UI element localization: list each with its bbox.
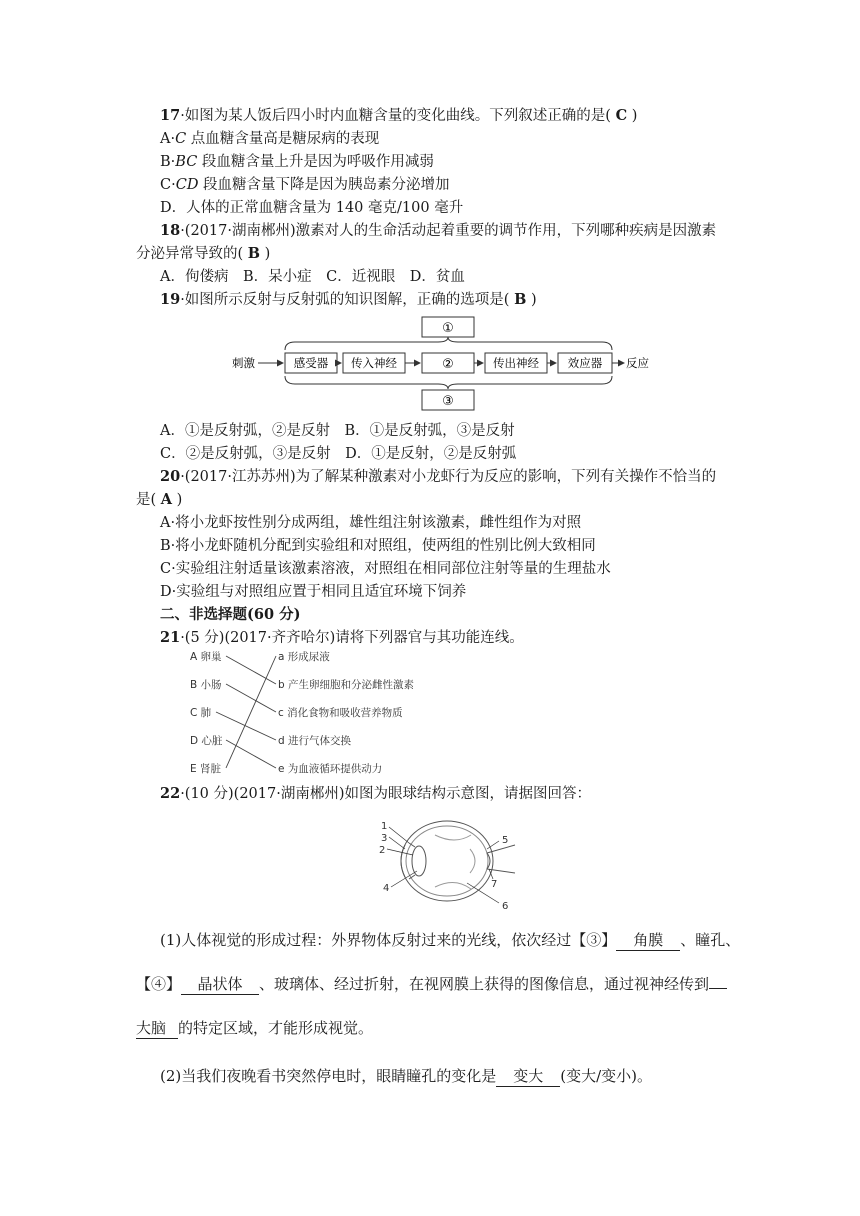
q19-answer: B [514, 291, 527, 308]
receptor-label: 感受器 [293, 356, 329, 370]
q18-options: A．佝偻病 B．呆小症 C．近视眼 D．贫血 [160, 269, 465, 285]
eye-label-7: 7 [491, 879, 498, 890]
q20-option-c: C·实验组注射适量该激素溶液，对照组在相同部位注射等量的生理盐水 [160, 561, 611, 577]
q18-answer: B [247, 245, 261, 262]
q22-stem: 22·(10 分)(2017·湖南郴州)如图为眼球结构示意图，请据图回答： [160, 785, 591, 802]
afferent-label: 传入神经 [351, 356, 397, 370]
top-brace [285, 337, 612, 350]
stimulus-label: 刺激 [232, 356, 255, 370]
bottom-brace [285, 376, 612, 389]
reflex-arc-diagram [230, 312, 670, 414]
q19-number: 19 [160, 291, 181, 308]
q19-stem: 19·如图所示反射与反射弧的知识图解，正确的选项是( B ) [160, 291, 537, 308]
q17-option-c: C·CD 段血糖含量下降是因为胰岛素分泌增加 [160, 177, 450, 193]
organ-d: D 心脏 [190, 735, 223, 747]
eye-label-6: 6 [502, 901, 509, 912]
eye-label-2: 2 [379, 845, 386, 856]
eye-label-3: 3 [381, 833, 388, 844]
q18-number: 18 [160, 222, 181, 239]
q22-part1-line1: (1)人体视觉的形成过程：外界物体反射过来的光线，依次经过【③】 角膜 、瞳孔、 [160, 931, 741, 949]
q17-option-a: A·C 点血糖含量高是糖尿病的表现 [160, 131, 380, 147]
lens [412, 846, 426, 876]
effector-label: 效应器 [567, 356, 603, 370]
q17-stem: 17·如图为某人饭后四小时内血糖含量的变化曲线。下列叙述正确的是( C ) [160, 107, 638, 124]
efferent-label: 传出神经 [493, 356, 539, 370]
q22-part1-line3: 大脑 的特定区域，才能形成视觉。 [136, 1019, 374, 1037]
function-a: a 形成尿液 [278, 651, 330, 663]
function-c: c 消化食物和吸收营养物质 [278, 707, 403, 719]
eye-structure-diagram [375, 815, 525, 915]
answer-blank-cornea: 角膜 [616, 930, 680, 951]
function-d: d 进行气体交换 [278, 735, 352, 747]
q20-option-a: A·将小龙虾按性别分成两组，雄性组注射该激素，雌性组作为对照 [160, 515, 582, 531]
q19-options-ab: A．①是反射弧，②是反射 B．①是反射弧，③是反射 [160, 423, 515, 439]
eyeball-outline [401, 821, 493, 901]
response-label: 反应 [626, 356, 649, 370]
q17-option-b: B·BC 段血糖含量上升是因为呼吸作用减弱 [160, 154, 434, 170]
organ-c: C 肺 [190, 707, 212, 719]
q21-number: 21 [160, 629, 181, 646]
function-b: b 产生卵细胞和分泌雌性激素 [278, 679, 415, 691]
q17-answer: C [615, 107, 628, 124]
box-3-label: ③ [442, 394, 454, 409]
eye-label-1: 1 [381, 821, 388, 832]
q19-options-cd: C．②是反射弧，③是反射 D．①是反射，②是反射弧 [160, 446, 517, 462]
q22-part1-line2: 【④】 晶状体 、玻璃体、经过折射，在视网膜上获得的图像信息，通过视神经传到 [136, 974, 727, 995]
q20-stem-line1: 20·(2017·江苏苏州)为了解某种激素对小龙虾行为反应的影响，下列有关操作不恰当的 [160, 468, 717, 485]
q17-number: 17 [160, 107, 181, 124]
answer-blank-brain: 大脑 [136, 1018, 178, 1039]
eye-label-5: 5 [502, 835, 509, 846]
matching-lines [216, 656, 276, 768]
q20-stem-line2: 是( A ) [136, 491, 183, 508]
q20-option-b: B·将小龙虾随机分配到实验组和对照组，使两组的性别比例大致相同 [160, 538, 596, 554]
q18-stem-line1: 18·(2017·湖南郴州)激素对人的生命活动起着重要的调节作用，下列哪种疾病是因激素 [160, 222, 717, 239]
organ-e: E 肾脏 [190, 763, 221, 775]
organ-b: B 小肠 [190, 679, 222, 691]
organ-function-matching [186, 648, 446, 778]
q20-option-d: D·实验组与对照组应置于相同且适宜环境下饲养 [160, 584, 467, 600]
organ-a: A 卵巢 [190, 651, 222, 663]
q17-option-d: D．人体的正常血糖含量为 140 毫克/100 毫升 [160, 200, 464, 216]
q20-answer: A [160, 491, 173, 508]
function-e: e 为血液循环提供动力 [278, 763, 383, 775]
q20-number: 20 [160, 468, 181, 485]
q22-part2: (2)当我们夜晚看书突然停电时，眼睛瞳孔的变化是 变大 (变大/变小)。 [160, 1067, 653, 1085]
eye-label-4: 4 [383, 883, 390, 894]
section-heading: 二、非选择题(60 分) [160, 606, 301, 623]
box-1-label: ① [442, 321, 454, 336]
q18-stem-line2: 分泌异常导致的( B ) [136, 245, 271, 262]
q22-number: 22 [160, 785, 181, 802]
q21-stem: 21·(5 分)(2017·齐齐哈尔)请将下列器官与其功能连线。 [160, 629, 524, 646]
answer-blank-lens: 晶状体 [181, 974, 259, 995]
answer-blank-pupil: 变大 [496, 1066, 560, 1087]
cornea [401, 845, 405, 877]
box-2-label: ② [442, 357, 454, 372]
